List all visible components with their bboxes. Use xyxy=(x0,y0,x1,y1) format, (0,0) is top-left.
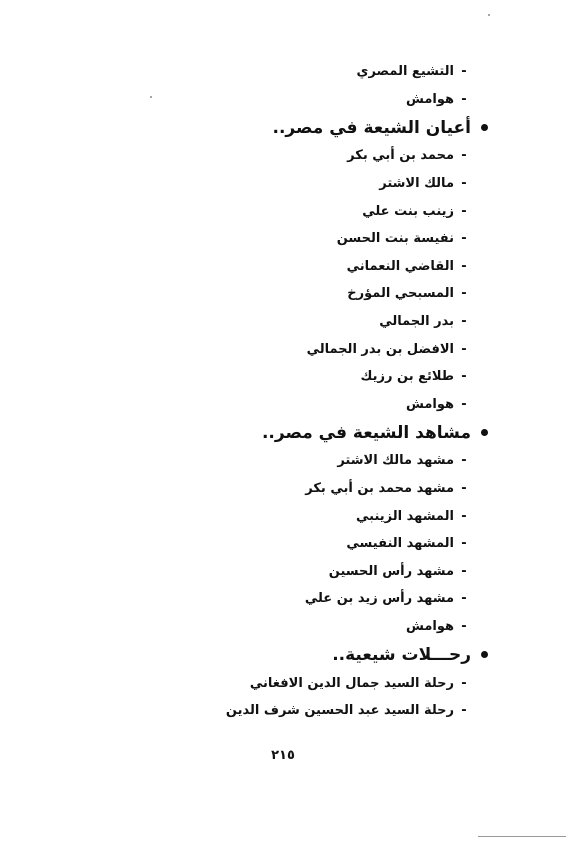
toc-item-label: المسبحي المؤرخ xyxy=(347,286,454,302)
dash-marker: - xyxy=(461,203,467,219)
scan-speck xyxy=(488,14,490,16)
dash-marker: - xyxy=(461,536,467,552)
dash-marker: - xyxy=(461,591,467,607)
dash-marker: - xyxy=(461,563,467,579)
toc-item-label: طلائع بن رزيك xyxy=(360,369,454,385)
toc-item-label: مشهد محمد بن أبي بكر xyxy=(305,481,454,497)
toc-item-label: رحلة السيد جمال الدين الافغاني xyxy=(249,675,454,691)
toc-item xyxy=(68,335,488,363)
toc-item-label: القاضي النعماني xyxy=(346,258,454,274)
toc-item xyxy=(68,280,488,308)
bullet-icon xyxy=(481,429,488,436)
section-heading-text: مشاهد الشيعة في مصر.. xyxy=(261,422,471,443)
scan-edge-line xyxy=(478,836,566,837)
toc-item xyxy=(68,170,488,198)
toc-item xyxy=(68,502,488,530)
toc-item-label: زينب بنت علي xyxy=(362,203,454,219)
toc-item xyxy=(68,669,488,697)
toc-item xyxy=(68,585,488,613)
toc-item xyxy=(68,391,488,419)
dash-marker: - xyxy=(461,396,467,412)
dash-marker: - xyxy=(461,341,467,357)
toc-item xyxy=(68,142,488,170)
section-heading xyxy=(68,640,488,669)
toc-item xyxy=(68,253,488,281)
dash-marker: - xyxy=(461,258,467,274)
page-number: ٢١٥ xyxy=(271,748,295,763)
toc-item-label: هوامش xyxy=(405,396,454,412)
dash-marker: - xyxy=(461,148,467,164)
toc-item-label: الافضل بن بدر الجمالي xyxy=(306,341,454,357)
toc-item xyxy=(68,558,488,586)
dash-marker: - xyxy=(461,231,467,247)
toc-item-label: هوامش xyxy=(405,91,454,107)
dash-marker: - xyxy=(461,286,467,302)
dash-marker: - xyxy=(461,176,467,192)
toc-item xyxy=(68,225,488,253)
toc-item-label: هوامش xyxy=(405,618,454,634)
dash-marker: - xyxy=(461,91,467,107)
bullet-icon xyxy=(481,651,488,658)
toc-item xyxy=(68,197,488,225)
dash-marker: - xyxy=(461,453,467,469)
dash-marker: - xyxy=(461,508,467,524)
toc-item xyxy=(68,363,488,391)
toc-item-label: المشهد النفيسي xyxy=(346,536,454,552)
section-heading xyxy=(68,113,488,142)
dash-marker: - xyxy=(461,703,467,719)
bullet-icon xyxy=(481,124,488,131)
toc-item-label: المشهد الزينبي xyxy=(356,508,454,524)
toc-item-label: بدر الجمالي xyxy=(379,314,454,330)
toc-item xyxy=(68,613,488,641)
toc-item-label: مالك الاشتر xyxy=(379,176,454,192)
toc-item xyxy=(68,308,488,336)
dash-marker: - xyxy=(461,675,467,691)
dash-marker: - xyxy=(461,64,467,80)
section-heading xyxy=(68,418,488,447)
toc-item xyxy=(68,475,488,503)
toc-item xyxy=(68,530,488,558)
toc-item-label: مشهد مالك الاشتر xyxy=(337,453,454,469)
toc-item-label: محمد بن أبي بكر xyxy=(347,148,454,164)
dash-marker: - xyxy=(461,481,467,497)
section-heading-text: أعيان الشيعة في مصر.. xyxy=(272,117,471,138)
toc-item-label: التشيع المصري xyxy=(356,64,454,80)
toc-item-label: مشهد رأس زيد بن علي xyxy=(304,591,454,607)
toc-item-label: رحلة السيد عبد الحسين شرف الدين xyxy=(225,703,454,719)
dash-marker: - xyxy=(461,314,467,330)
dash-marker: - xyxy=(461,618,467,634)
scan-speck xyxy=(150,96,152,98)
toc-item xyxy=(68,86,488,114)
toc-item-label: نفيسة بنت الحسن xyxy=(336,231,454,247)
section-heading-text: رحـــلات شيعية.. xyxy=(332,644,471,665)
toc-item xyxy=(68,58,488,86)
toc-item xyxy=(68,697,488,725)
dash-marker: - xyxy=(461,369,467,385)
toc-item xyxy=(68,447,488,475)
table-of-contents xyxy=(68,58,488,724)
toc-item-label: مشهد رأس الحسين xyxy=(328,563,454,579)
